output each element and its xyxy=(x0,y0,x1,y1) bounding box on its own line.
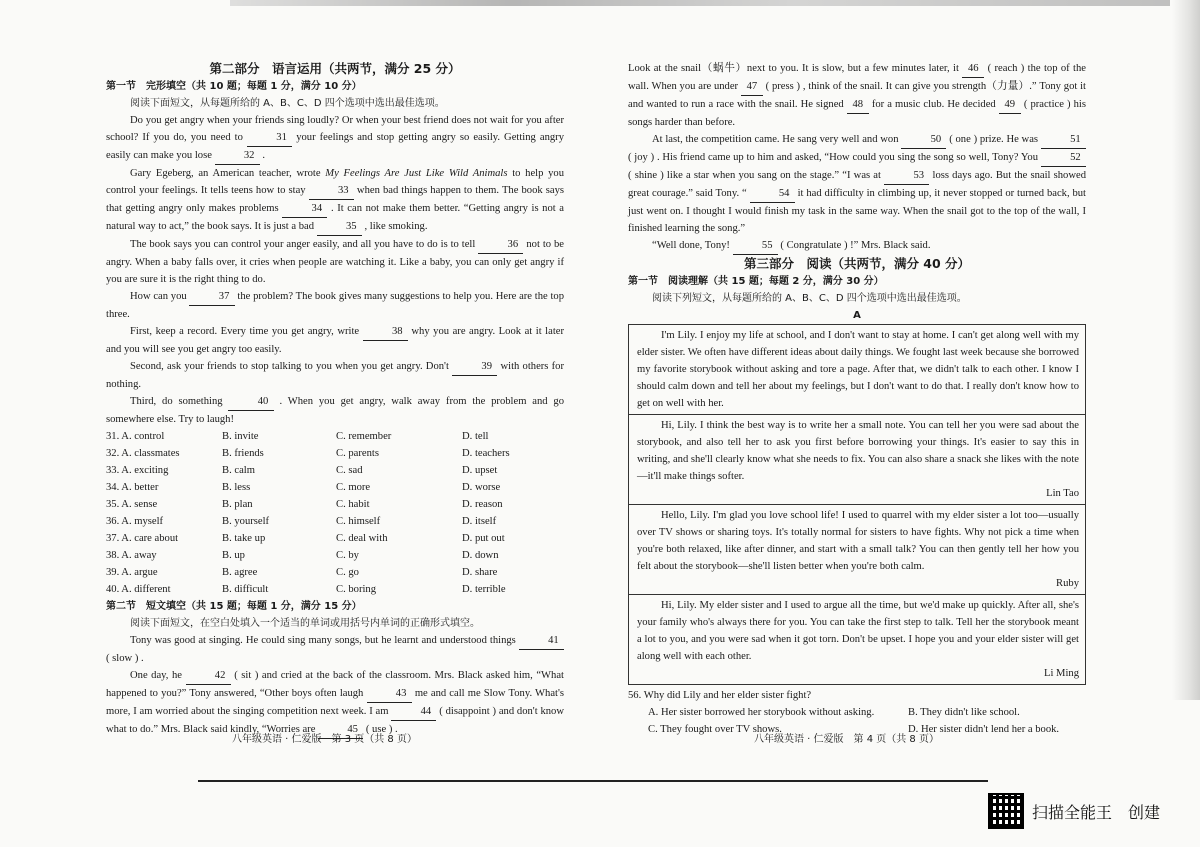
blank-40: 40 xyxy=(228,393,273,411)
cloze-paragraph: The book says you can control your anger easily, and all you have to do is to tell 36 not to be angry. When a baby falls over, it cries when people are watching it. Like a baby, you can only get angry if you are sure it is the right thing to do. xyxy=(106,236,564,288)
cloze-option: D. put out xyxy=(462,533,505,544)
scanner-watermark xyxy=(988,793,1160,829)
cloze-option: B. agree xyxy=(222,567,258,578)
fill-paragraph: At last, the competition came. He sang very well and won 50 ( one ) prize. He was 51 ( joy ) . His friend came up to him and asked, “How could you sing the song so well, Tony? You 52 ( shine ) like a star when you sang on the stage.” “I was at 53 loss days ago. But the snail showed great courage.” said Tony. “ 54 it had difficulty in climbing up, it never stopped or turned back, but just went on. I thought I would finish my task in the same way. When the snail got to the top of the wall, I finished learning the song.” xyxy=(628,131,1086,237)
cloze-options xyxy=(106,428,564,598)
letter xyxy=(629,594,1085,684)
cloze-option: D. tell xyxy=(462,431,489,442)
cloze-option: D. share xyxy=(462,567,498,578)
part-two-title: 第二部分 语言运用（共两节，满分 25 分） xyxy=(209,61,461,76)
cloze-option: 38. A. away xyxy=(106,550,157,561)
cloze-option: B. yourself xyxy=(222,516,270,527)
cloze-paragraph: First, keep a record. Every time you get angry, write 38 why you are angry. Look at it later and you will see you get angry too easily. xyxy=(106,323,564,358)
watermark-text: 扫描全能王 创建 xyxy=(1032,802,1161,822)
scan-top-edge xyxy=(230,0,1170,6)
part-three-title: 第三部分 阅读（共两节，满分 40 分） xyxy=(743,256,971,271)
cloze-option: D. reason xyxy=(462,499,503,510)
cloze-option: 33. A. exciting xyxy=(106,465,169,476)
passage-label: A xyxy=(853,310,861,321)
cloze-paragraph: Gary Egeberg, an American teacher, wrote My Feelings Are Just Like Wild Animals to help you control your feelings. It tells teens how to stay 33 when bad things happen to them. The book says that getting angry only makes problems 34 . It can not make them better. “Getting angry is not a natural way to act,” the book says. It is just a bad 35 , like smoking. xyxy=(106,165,564,236)
blank-45: 45 xyxy=(318,721,363,739)
cloze-option: 34. A. better xyxy=(106,482,159,493)
blank-38: 38 xyxy=(363,323,408,341)
cloze-option: C. boring xyxy=(336,584,377,595)
fill-section-title: 第二节 短文填空（共 15 题；每题 1 分，满分 15 分） xyxy=(106,601,362,612)
cloze-option: B. up xyxy=(222,550,245,561)
cloze-option: 39. A. argue xyxy=(106,567,158,578)
cloze-option: D. worse xyxy=(462,482,501,493)
cloze-option: C. by xyxy=(336,550,359,561)
question-option: D. Her sister didn't lend her a book. xyxy=(908,724,1060,735)
qr-code-icon xyxy=(988,793,1024,829)
cloze-option: B. take up xyxy=(222,533,266,544)
question-option: B. They didn't like school. xyxy=(908,707,1020,718)
cloze-paragraph: Third, do something 40 . When you get angry, walk away from the problem and go somewhere else. Try to laugh! xyxy=(106,393,564,428)
page-4 xyxy=(628,60,1086,738)
cloze-option: C. remember xyxy=(336,431,392,442)
cloze-option: D. upset xyxy=(462,465,498,476)
cloze-option: B. less xyxy=(222,482,251,493)
blank-35: 35 xyxy=(317,218,362,236)
fill-paragraph: One day, he 42 ( sit ) and cried at the back of the classroom. Mrs. Black asked him, “What happened to you?” Tony answered, “Other boys often laugh 43 me and call me Slow Tony. What's more, I am worried about the singing competition next week. I am 44 ( disappoint ) and don't know what to do.” Mrs. Black said kindly, “Worries are 45 ( use ) . xyxy=(106,667,564,739)
scan-right-edge xyxy=(1172,0,1200,700)
question-option: C. They fought over TV shows. xyxy=(648,724,782,735)
letter xyxy=(629,504,1085,594)
reading-section-title: 第一节 阅读理解（共 15 题；每题 2 分，满分 30 分） xyxy=(628,276,884,287)
blank-36: 36 xyxy=(478,236,523,254)
cloze-option: C. more xyxy=(336,482,371,493)
footer-page-4: 八年级英语 · 仁爱版 第 4 页（共 8 页） xyxy=(754,734,939,745)
reading-instruction: 阅读下列短文，从每题所给的 A、B、C、D 四个选项中选出最佳选项。 xyxy=(652,293,967,304)
cloze-option: C. go xyxy=(336,567,359,578)
cloze-option: 35. A. sense xyxy=(106,499,158,510)
cloze-paragraph: Second, ask your friends to stop talking to you when you get angry. Don't 39 with others for nothing. xyxy=(106,358,564,393)
letter-signature: Lin Tao xyxy=(1046,488,1079,499)
letters-box xyxy=(628,324,1086,685)
blank-37: 37 xyxy=(189,288,234,306)
cloze-option: 31. A. control xyxy=(106,431,165,442)
blank-31: 31 xyxy=(247,129,292,147)
cloze-option: D. itself xyxy=(462,516,497,527)
blank-51: 51 xyxy=(1041,131,1086,149)
cloze-option: C. deal with xyxy=(336,533,388,544)
fill-instruction: 阅读下面短文，在空白处填入一个适当的单词或用括号内单词的正确形式填空。 xyxy=(130,618,480,629)
cloze-option: 40. A. different xyxy=(106,584,171,595)
blank-32: 32 xyxy=(215,147,260,165)
blank-42: 42 xyxy=(186,667,231,685)
letter xyxy=(629,325,1085,414)
cloze-option: C. habit xyxy=(336,499,370,510)
blank-52: 52 xyxy=(1041,149,1086,167)
cloze-instruction: 阅读下面短文，从每题所给的 A、B、C、D 四个选项中选出最佳选项。 xyxy=(130,98,445,109)
cloze-paragraph: How can you 37 the problem? The book gives many suggestions to help you. Here are the top three. xyxy=(106,288,564,323)
blank-41: 41 xyxy=(519,632,564,650)
cloze-option: B. difficult xyxy=(222,584,269,595)
blank-34: 34 xyxy=(282,200,327,218)
footer-page-3: 八年级英语 · 仁爱版 第 3 页（共 8 页） xyxy=(232,734,417,745)
cloze-option: C. himself xyxy=(336,516,381,527)
blank-54: 54 xyxy=(750,185,795,203)
blank-46: 46 xyxy=(962,60,984,78)
fill-paragraph: “Well done, Tony! 55 ( Congratulate ) !” Mrs. Black said. xyxy=(628,237,1086,255)
blank-33: 33 xyxy=(309,182,354,200)
cloze-option: B. calm xyxy=(222,465,255,476)
blank-50: 50 xyxy=(901,131,946,149)
cloze-option: B. invite xyxy=(222,431,259,442)
cloze-option: 37. A. care about xyxy=(106,533,179,544)
question-option: A. Her sister borrowed her storybook without asking. xyxy=(648,707,875,718)
cloze-option: 36. A. myself xyxy=(106,516,164,527)
page-3 xyxy=(106,60,564,739)
cloze-option: D. down xyxy=(462,550,499,561)
blank-48: 48 xyxy=(847,96,869,114)
blank-43: 43 xyxy=(367,685,412,703)
letter-body: Hi, Lily. My elder sister and I used to argue all the time, but we'd make up quickly. After all, she's your family who's always there for you. You can take the first step to talk. Tell her the storybook meant a lot to you, and you were sad when it got torn. Don't be upset. I hope you and your elder sister will get along well with each other. xyxy=(637,600,1079,662)
fill-passage-continued xyxy=(628,60,1086,255)
blank-39: 39 xyxy=(452,358,497,376)
fill-passage xyxy=(106,632,564,739)
bottom-rule xyxy=(198,780,988,782)
letter-body: I'm Lily. I enjoy my life at school, and I don't want to stay at home. I can't get along well with my elder sister. We often have different ideas about daily things. We fought last week because she borrowed my favorite storybook without asking and tore a page. After that, we didn't talk to each other. I know I should calm down and tell her about my feelings, but I don't want to do that. I really don't know how to get on well with her. xyxy=(637,330,1079,409)
cloze-option: C. parents xyxy=(336,448,379,459)
blank-55: 55 xyxy=(733,237,778,255)
cloze-option: B. friends xyxy=(222,448,264,459)
cloze-section-title: 第一节 完形填空（共 10 题；每题 1 分，满分 10 分） xyxy=(106,81,362,92)
blank-53: 53 xyxy=(884,167,929,185)
cloze-option: 32. A. classmates xyxy=(106,448,180,459)
blank-49: 49 xyxy=(999,96,1021,114)
cloze-paragraph: Do you get angry when your friends sing loudly? Or when your best friend does not wait for you after school? If you do, you need to 31 your feelings and stop getting angry so easily. Getting angry easily can make you lose 32 . xyxy=(106,112,564,165)
letter-signature: Ruby xyxy=(1056,578,1079,589)
letter xyxy=(629,414,1085,504)
letter-body: Hi, Lily. I think the best way is to write her a small note. You can tell her you were sad about the storybook, and also tell her to ask you first before borrowing your things. It's easier to say this in writing, and she'll clearly know what she needs to fix. You can also share a snack she likes with the note—it'll make things softer. xyxy=(637,420,1079,482)
fill-paragraph: Tony was good at singing. He could sing many songs, but he learnt and understood things 41 ( slow ) . xyxy=(106,632,564,667)
cloze-option: C. sad xyxy=(336,465,363,476)
fill-paragraph: Look at the snail（蜗牛）next to you. It is slow, but a few minutes later, it 46 ( reach ) the top of the wall. When you are under 47 ( press ) , think of the snail. It can give you strength（力量）.” Tony got it and wanted to run a race with the snail. He signed 48 for a music club. He decided 49 ( practice ) his songs harder than before. xyxy=(628,60,1086,131)
question-56: 56. Why did Lily and her elder sister fight? xyxy=(628,690,812,701)
cloze-passage xyxy=(106,112,564,428)
letter-body: Hello, Lily. I'm glad you love school life! I used to quarrel with my elder sister a lot too—usually over TV shows or sharing toys. It's totally normal for sisters to have fights. Why not pick a time when you're both relaxed, like after dinner, and start with a small talk? You can then gently tell her how you felt about the storybook—she'll listen better when you're both calm. xyxy=(637,510,1079,572)
blank-44: 44 xyxy=(391,703,436,721)
cloze-option: D. terrible xyxy=(462,584,506,595)
cloze-option: B. plan xyxy=(222,499,253,510)
cloze-option: D. teachers xyxy=(462,448,510,459)
blank-47: 47 xyxy=(741,78,763,96)
letter-signature: Li Ming xyxy=(1043,668,1079,679)
